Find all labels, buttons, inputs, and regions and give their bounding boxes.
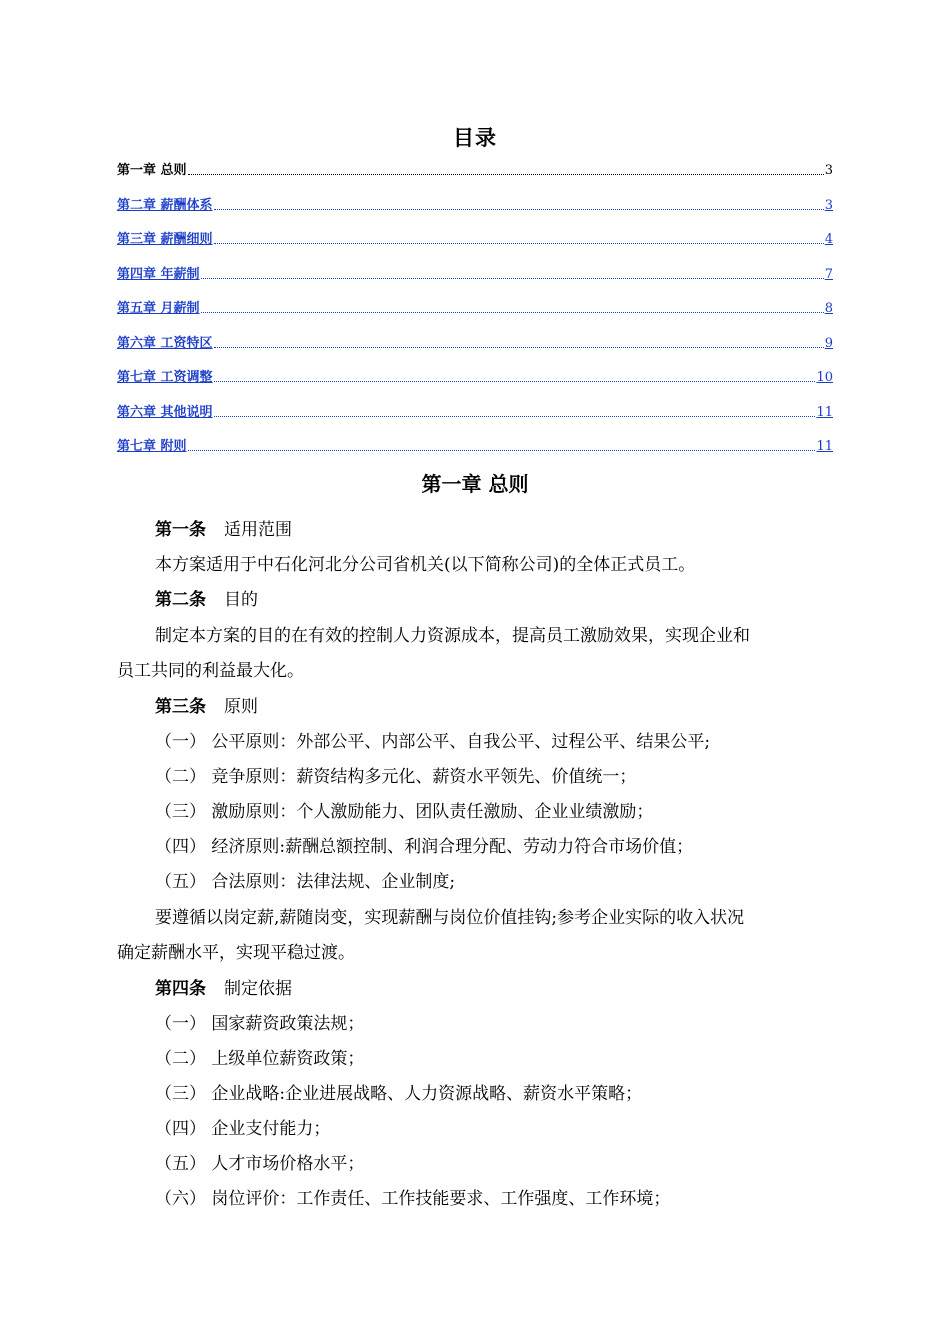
toc-entry-label: 第一章 总则 <box>117 163 187 178</box>
toc-entry[interactable] <box>117 194 833 214</box>
toc-entry-page: 9 <box>824 336 833 351</box>
list-item: （四） 经济原则:薪酬总额控制、利润合理分配、劳动力符合市场价值； <box>155 837 694 857</box>
toc-leader <box>201 311 824 313</box>
list-item: （二） 上级单位薪资政策； <box>155 1049 365 1069</box>
article-number: 第四条 <box>155 979 206 999</box>
toc-entry-label: 第七章 工资调整 <box>117 370 213 385</box>
list-item: （一） 国家薪资政策法规； <box>155 1014 365 1034</box>
toc-entry[interactable] <box>117 332 833 352</box>
article-subject: 适用范围 <box>224 520 292 540</box>
list-item: （四） 企业支付能力； <box>155 1119 331 1139</box>
toc-entry-label: 第五章 月薪制 <box>117 301 200 316</box>
toc-leader <box>201 277 824 279</box>
list-item: （五） 人才市场价格水平； <box>155 1154 365 1174</box>
toc-leader <box>188 173 824 175</box>
list-item: （五） 合法原则：法律法规、企业制度; <box>155 872 456 892</box>
toc-entry[interactable] <box>117 263 833 283</box>
toc-entry-label: 第二章 薪酬体系 <box>117 198 213 213</box>
toc-leader <box>214 346 824 348</box>
paragraph-line: 本方案适用于中石化河北分公司省机关(以下简称公司)的全体正式员工。 <box>155 555 696 575</box>
toc-entry-label: 第六章 其他说明 <box>117 405 213 420</box>
toc-entry-label: 第四章 年薪制 <box>117 267 200 282</box>
article-heading <box>155 695 258 719</box>
list-item: （二） 竞争原则：薪资结构多元化、薪资水平领先、价值统一； <box>155 767 637 787</box>
toc-entry[interactable] <box>117 159 833 179</box>
article-number: 第二条 <box>155 590 206 610</box>
toc-leader <box>188 449 816 451</box>
toc-entry-page: 4 <box>824 232 833 247</box>
list-item: （三） 激励原则：个人激励能力、团队责任激励、企业业绩激励； <box>155 802 654 822</box>
article-heading <box>155 977 292 1001</box>
toc-entry-label: 第三章 薪酬细则 <box>117 232 213 247</box>
toc-entry-label: 第七章 附则 <box>117 439 187 454</box>
toc-entry-page: 8 <box>824 301 833 316</box>
toc-entry-page: 11 <box>816 439 833 454</box>
list-item: （三） 企业战略:企业进展战略、人力资源战略、薪资水平策略； <box>155 1084 643 1104</box>
article-subject: 制定依据 <box>224 979 292 999</box>
toc-entry-page: 7 <box>824 267 833 282</box>
article-subject: 原则 <box>224 697 258 717</box>
paragraph-line: 确定薪酬水平，实现平稳过渡。 <box>117 943 355 963</box>
toc-entry-page: 10 <box>816 370 833 385</box>
toc-entry[interactable] <box>117 228 833 248</box>
article-number: 第一条 <box>155 520 206 540</box>
toc-title: 目录 <box>453 125 497 150</box>
list-item: （六） 岗位评价：工作责任、工作技能要求、工作强度、工作环境； <box>155 1189 671 1209</box>
toc-leader <box>214 242 824 244</box>
toc-entry[interactable] <box>117 435 833 455</box>
toc-entry-page: 3 <box>824 198 833 213</box>
toc-entry[interactable] <box>117 366 833 386</box>
paragraph-line: 要遵循以岗定薪,薪随岗变，实现薪酬与岗位价值挂钩;参考企业实际的收入状况 <box>155 908 745 928</box>
toc-entry[interactable] <box>117 297 833 317</box>
paragraph-line: 制定本方案的目的在有效的控制人力资源成本，提高员工激励效果，实现企业和 <box>155 626 750 646</box>
toc-leader <box>214 380 816 382</box>
toc-entry-label: 第六章 工资特区 <box>117 336 213 351</box>
article-heading <box>155 518 292 542</box>
chapter-title: 第一章 总则 <box>421 472 529 496</box>
paragraph-line: 员工共同的利益最大化。 <box>117 661 304 681</box>
list-item: （一） 公平原则：外部公平、内部公平、自我公平、过程公平、结果公平; <box>155 732 711 752</box>
toc-entry-page: 3 <box>824 163 833 178</box>
toc-entry-page: 11 <box>816 405 833 420</box>
article-number: 第三条 <box>155 697 206 717</box>
article-heading <box>155 588 258 612</box>
toc-leader <box>214 208 824 210</box>
toc-entry[interactable] <box>117 401 833 421</box>
article-subject: 目的 <box>224 590 258 610</box>
toc-leader <box>214 415 816 417</box>
